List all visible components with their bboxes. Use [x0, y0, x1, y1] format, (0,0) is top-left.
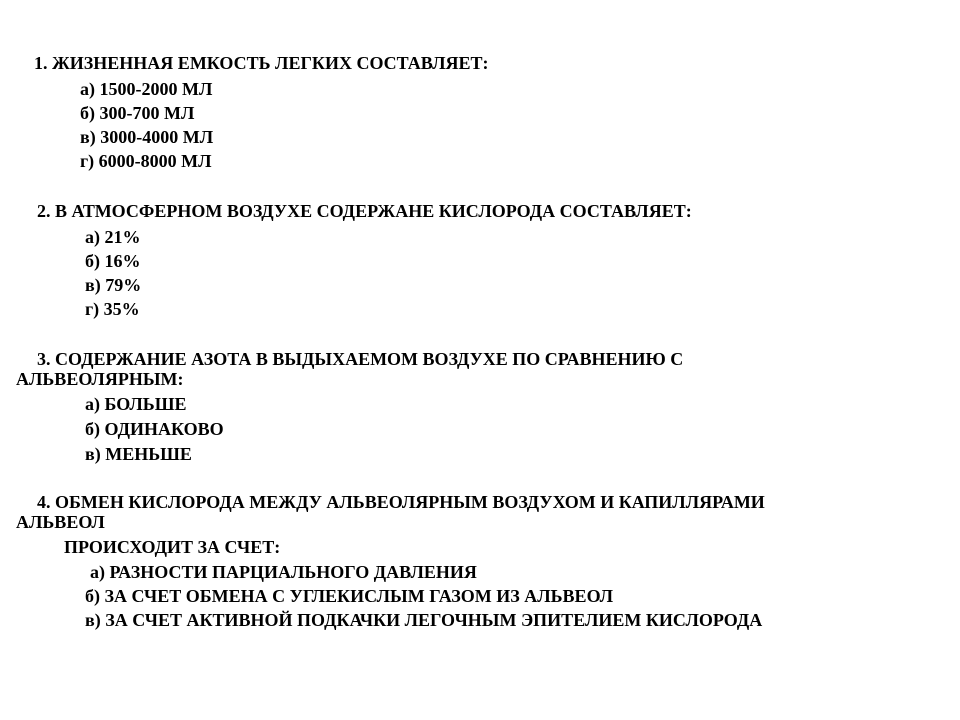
question-2-option-c: в) 79%	[85, 275, 142, 295]
question-1-title: 1. ЖИЗНЕННАЯ ЕМКОСТЬ ЛЕГКИХ СОСТАВЛЯЕТ:	[34, 53, 489, 73]
question-4-title-line-2: АЛЬВЕОЛ	[16, 512, 105, 532]
question-1-option-a: а) 1500-2000 МЛ	[80, 79, 213, 99]
question-4-option-b: б) ЗА СЧЕТ ОБМЕНА С УГЛЕКИСЛЫМ ГАЗОМ ИЗ АЛЬВЕОЛ	[85, 586, 614, 606]
question-1-option-d: г) 6000-8000 МЛ	[80, 151, 212, 171]
question-3-option-c: в) МЕНЬШЕ	[85, 444, 192, 464]
question-2-title: 2. В АТМОСФЕРНОМ ВОЗДУХЕ СОДЕРЖАНЕ КИСЛОРОДА СОСТАВЛЯЕТ:	[37, 201, 692, 221]
question-3-option-a: а) БОЛЬШЕ	[85, 394, 187, 414]
question-4-option-c: в) ЗА СЧЕТ АКТИВНОЙ ПОДКАЧКИ ЛЕГОЧНЫМ ЭПИТЕЛИЕМ КИСЛОРОДА	[85, 610, 763, 630]
question-4-title-line-1: 4. ОБМЕН КИСЛОРОДА МЕЖДУ АЛЬВЕОЛЯРНЫМ ВОЗДУХОМ И КАПИЛЛЯРАМИ	[37, 492, 765, 512]
question-4-title-line-3: ПРОИСХОДИТ ЗА СЧЕТ:	[64, 537, 281, 557]
question-1-option-b: б) 300-700 МЛ	[80, 103, 195, 123]
question-3-title-line-2: АЛЬВЕОЛЯРНЫМ:	[16, 369, 184, 389]
question-2-option-b: б) 16%	[85, 251, 141, 271]
question-1-option-c: в) 3000-4000 МЛ	[80, 127, 214, 147]
question-3-title-line-1: 3. СОДЕРЖАНИЕ АЗОТА В ВЫДЫХАЕМОМ ВОЗДУХЕ ПО СРАВНЕНИЮ С	[37, 349, 684, 369]
question-2-option-a: а) 21%	[85, 227, 141, 247]
question-4-option-a: а) РАЗНОСТИ ПАРЦИАЛЬНОГО ДАВЛЕНИЯ	[90, 562, 477, 582]
question-3-option-b: б) ОДИНАКОВО	[85, 419, 224, 439]
question-2-option-d: г) 35%	[85, 299, 140, 319]
